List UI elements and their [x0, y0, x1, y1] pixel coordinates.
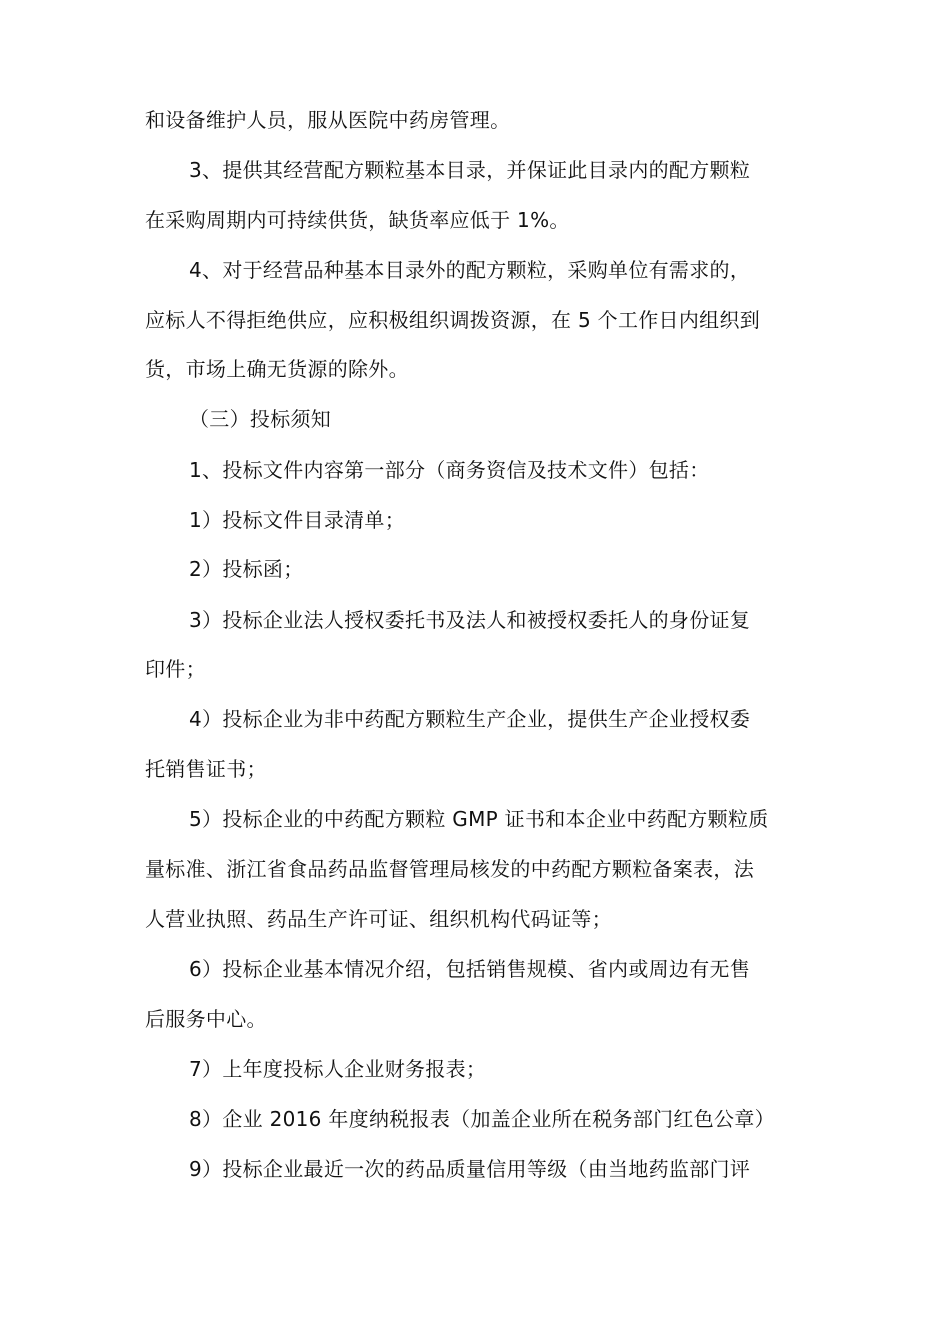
list-item-1: 1）投标文件目录清单；: [189, 508, 406, 532]
section-heading: （三）投标须知: [189, 407, 332, 431]
list-item-5-cont-2: 人营业执照、药品生产许可证、组织机构代码证等；: [145, 907, 612, 931]
text-line-8: 1、投标文件内容第一部分（商务资信及技术文件）包括：: [189, 458, 710, 482]
text-line-2: 3、提供其经营配方颗粒基本目录，并保证此目录内的配方颗粒: [189, 158, 751, 182]
list-item-6: 6）投标企业基本情况介绍，包括销售规模、省内或周边有无售: [189, 957, 751, 981]
list-item-5: 5）投标企业的中药配方颗粒 GMP 证书和本企业中药配方颗粒质: [189, 807, 769, 831]
list-item-4: 4）投标企业为非中药配方颗粒生产企业，提供生产企业授权委: [189, 707, 751, 731]
list-item-8: 8）企业 2016 年度纳税报表（加盖企业所在税务部门红色公章）: [189, 1107, 775, 1131]
text-line-3: 在采购周期内可持续供货，缺货率应低于 1%。: [145, 208, 570, 232]
text-line-5: 应标人不得拒绝供应，应积极组织调拨资源，在 5 个工作日内组织到: [145, 308, 761, 332]
list-item-5-cont-1: 量标准、浙江省食品药品监督管理局核发的中药配方颗粒备案表，法: [145, 857, 754, 881]
list-item-4-cont: 托销售证书；: [145, 757, 267, 781]
list-item-3: 3）投标企业法人授权委托书及法人和被授权委托人的身份证复: [189, 608, 751, 632]
list-item-2: 2）投标函；: [189, 557, 304, 581]
list-item-3-cont: 印件；: [145, 657, 206, 681]
text-line-1: 和设备维护人员，服从医院中药房管理。: [145, 108, 511, 132]
list-item-9: 9）投标企业最近一次的药品质量信用等级（由当地药监部门评: [189, 1157, 751, 1181]
list-item-6-cont: 后服务中心。: [145, 1007, 267, 1031]
text-line-6: 货，市场上确无货源的除外。: [145, 357, 409, 381]
text-line-4: 4、对于经营品种基本目录外的配方颗粒，采购单位有需求的，: [189, 258, 751, 282]
list-item-7: 7）上年度投标人企业财务报表；: [189, 1057, 487, 1081]
